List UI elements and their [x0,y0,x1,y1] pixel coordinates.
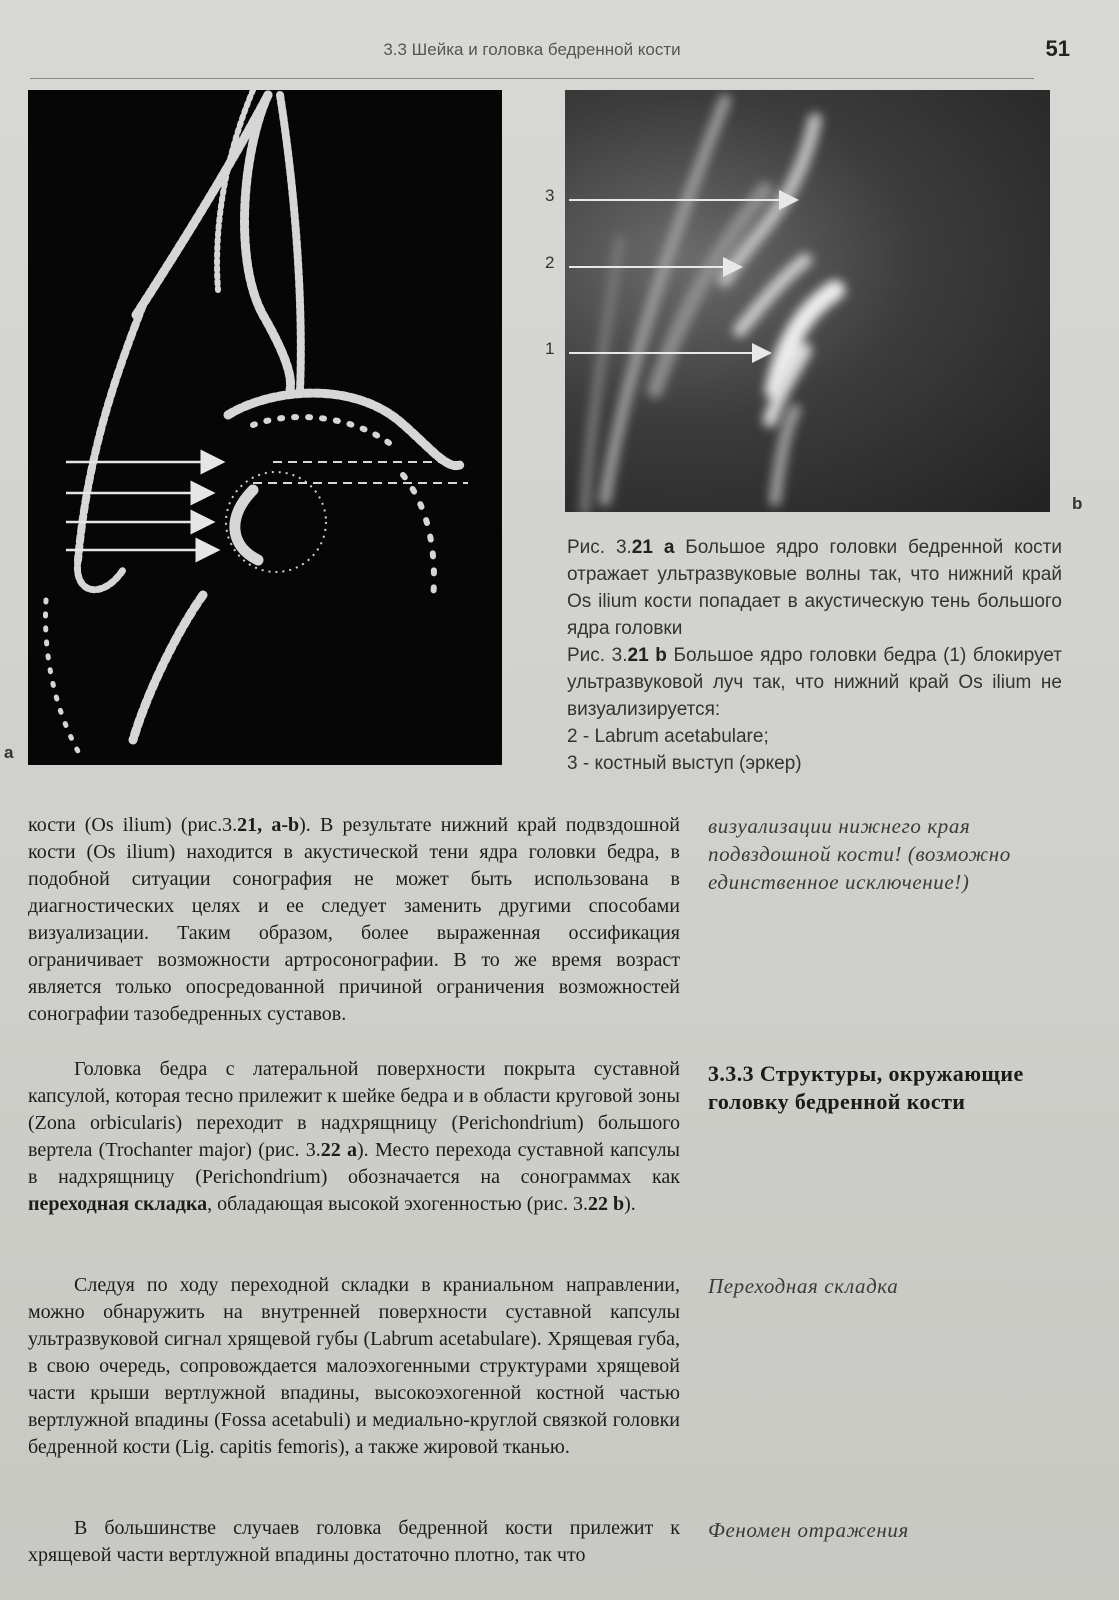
schematic-sonogram-illustration [28,90,502,765]
caption-b-text: Большое ядро головки бедра (1) блокирует ультразвуковой луч так, что нижний край Os ilium не визуализируется: [567,645,1063,720]
caption-item-3: 3 - костный выступ (эркер) [567,753,802,774]
margin-note-2: Переходная складка [708,1274,899,1298]
panel-a-label: a [4,743,14,762]
section-heading: 3.3.3 Структуры, окружающие головку бедренной кости [708,1061,1024,1114]
running-header [30,36,1070,79]
body-paragraph-4: В большинстве случаев головка бедренной кости прилежит к хрящевой части вертлужной впадины достаточно плотно, так что [28,1517,680,1566]
caption-fig-prefix: Рис. 3. [567,645,628,666]
caption-a [567,534,1062,642]
page-number: 51 [1045,36,1070,61]
caption-item-2: 2 - Labrum acetabulare; [567,726,769,747]
marker-label: 3 [545,186,555,205]
header-title: 3.3 Шейка и головка бедренной кости [383,40,681,59]
caption-fig-number: 21 [631,537,653,558]
body-paragraph-2: Головка бедра с латеральной поверхности покрыта суставной капсулой, которая тесно прилежит к шейке бедра и в области круговой зоны (Zona orbicularis) переходит в надхрящницу (Perichondrium) большого вертела (Trochanter major) (рис. 3.22 a). Место перехода суставной капсулы в надхрящницу (Perichondrium) обозначается на сонограммах как переходная складка, обладающая высокой эхогенностью (рис. 3.22 b). [28,1058,680,1215]
marker-label: 2 [545,253,555,272]
body-paragraph-1: кости (Os ilium) (рис.3.21, a-b). В результате нижний край подвздошной кости (Os ilium) находится в акустической тени ядра головки бедра, в подобной ситуации сонография не может быть использована в диагностических целях и ее следует заменить другими способами визуализации. Таким образом, более выраженная оссификация ограничивает возможности артросонографии. В то же время возраст является только опосредованной причиной ограничения возможностей сонографии тазобедренных суставов. [28,814,680,1025]
margin-note-1: визуализации нижнего края подвздошной кости! (возможно единственное исключение!) [708,814,1011,894]
marker-label: 1 [545,339,555,358]
caption-fig-prefix: Рис. 3. [567,537,632,558]
body-paragraph-3: Следуя по ходу переходной складки в краниальном направлении, можно обнаружить на внутренней поверхности суставной капсулы ультразвуковой сигнал хрящевой губы (Labrum acetabulare). Хрящевая губа, в свою очередь, сопровождается малоэхогенными структурами хрящевой части крыши вертлужной впадины, высокоэхогенной костной частью вертлужной впадины (Fossa acetabuli) и медиально-круглой связкой головки бедренной кости (Lig. capitis femoris), а также жировой тканью. [28,1274,680,1458]
figure-caption [567,534,1062,777]
caption-panel-letter: b [655,645,667,666]
figure-3-21-b [565,90,1050,512]
caption-a-text: Большое ядро головки бедренной кости отражает ультразвуковые волны так, что нижний край Os ilium кости попадает в акустическую тень большого ядра головки [567,537,1062,639]
panel-b-label: b [1072,494,1083,513]
margin-note-3: Феномен отражения [708,1518,909,1542]
ultrasound-photo [565,90,1050,512]
term-highlight: переходная складка [28,1193,208,1215]
figure-3-21-a [28,90,502,765]
caption-b [567,642,1062,723]
caption-panel-letter: a [663,537,675,558]
caption-fig-number: 21 [627,645,649,666]
